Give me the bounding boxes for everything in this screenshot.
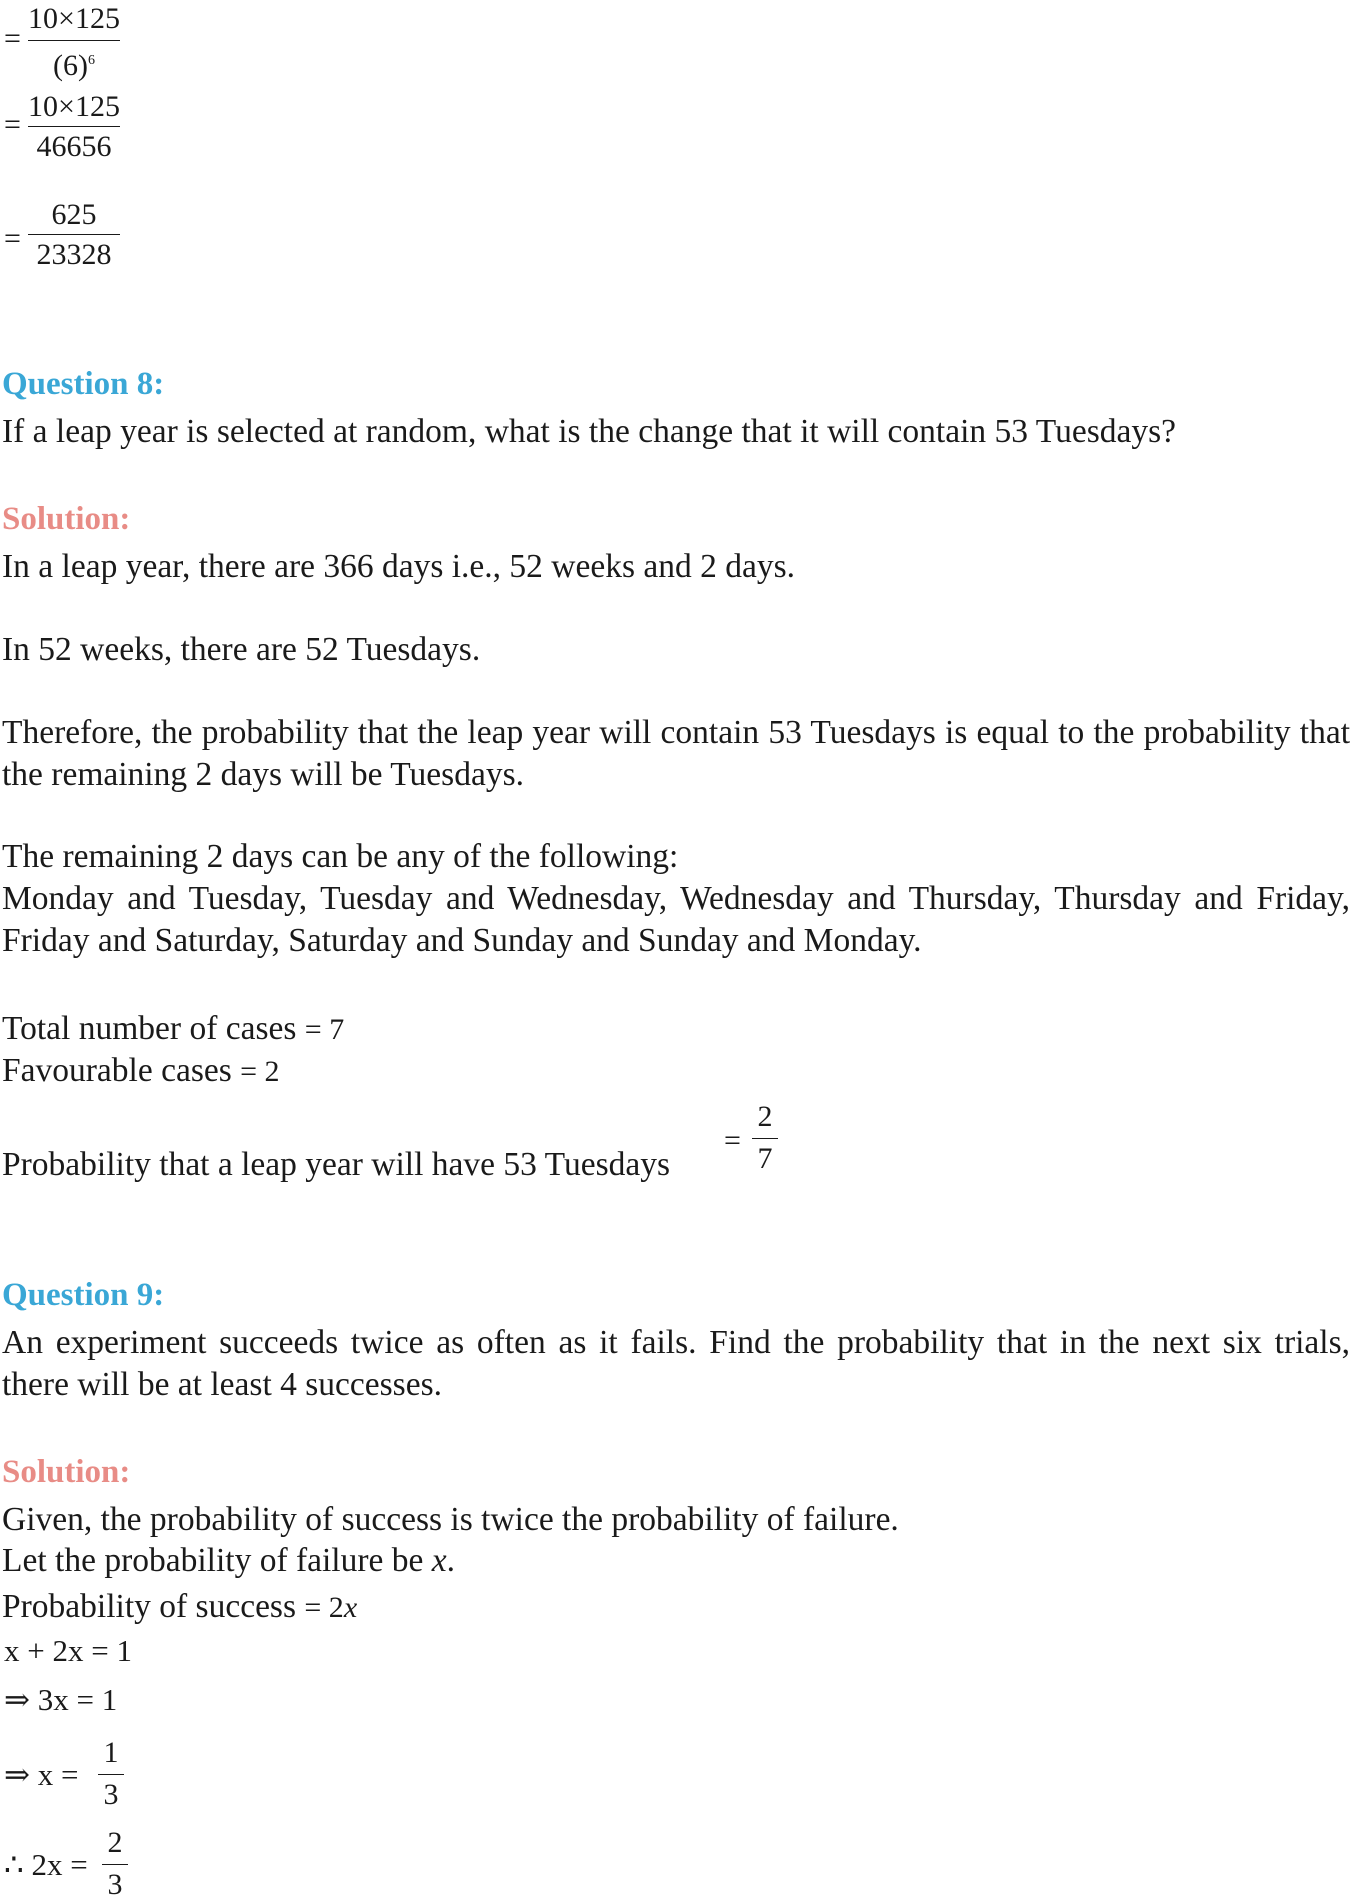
question-8-heading: Question 8:: [2, 366, 165, 402]
variable-x: x: [343, 1591, 358, 1624]
fraction: [28, 0, 120, 90]
denominator: 7: [757, 1142, 773, 1175]
equation-4-fraction: [102, 1824, 128, 1900]
fraction: [28, 196, 120, 276]
solution-8-heading: Solution:: [2, 501, 131, 537]
probability-fraction: [752, 1098, 778, 1180]
total-cases-value: = 7: [304, 1013, 345, 1046]
favourable-cases-value: = 2: [240, 1055, 280, 1088]
equals-sign: =: [4, 108, 21, 141]
equation-2: ⇒ 3x = 1: [4, 1682, 118, 1717]
equation-4-lhs: ∴ 2x =: [4, 1847, 88, 1882]
equation-3-lhs: ⇒ x =: [4, 1757, 79, 1792]
fraction-bar: [102, 1864, 128, 1865]
favourable-cases-line: [2, 1050, 280, 1093]
numerator: 1: [103, 1736, 119, 1769]
fraction-bar: [28, 126, 120, 127]
question-9-heading: Question 9:: [2, 1277, 165, 1313]
denominator: 46656: [36, 130, 112, 163]
fraction: [28, 88, 120, 168]
numerator: 625: [51, 198, 97, 231]
solution-9-line: Given, the probability of success is twice the probability of failure.: [2, 1501, 899, 1538]
equation-3-fraction: [98, 1734, 124, 1816]
numerator: 10×125: [28, 90, 120, 123]
denominator: 3: [107, 1868, 123, 1901]
solution-8-line: The remaining 2 days can be any of the following:: [2, 838, 679, 875]
fraction-bar: [28, 40, 120, 41]
solution-9-line: Probability of success = 2x: [2, 1588, 358, 1625]
fraction-bar: [98, 1774, 124, 1775]
equals-sign: =: [4, 222, 21, 255]
question-8-text: If a leap year is selected at random, what is the change that it will contain 53 Tuesdays?: [2, 413, 1177, 450]
solution-8-line: In a leap year, there are 366 days i.e., 52 weeks and 2 days.: [2, 548, 796, 585]
numerator: 2: [107, 1826, 123, 1859]
equals-sign: =: [4, 22, 21, 55]
equals-sign: =: [724, 1124, 741, 1157]
fraction-bar: [752, 1138, 778, 1139]
solution-8-line: In 52 weeks, there are 52 Tuesdays.: [2, 631, 481, 668]
solution-8-days-list: Monday and Tuesday, Tuesday and Wednesday, Wednesday and Thursday, Thursday and Friday, Friday and Saturday, Saturday and Sunday and Sunday and Monday.: [2, 880, 1350, 959]
total-cases-line: [2, 1008, 344, 1051]
denominator: $(6)^6$: [53, 49, 95, 82]
total-cases-label: Total number of cases: [2, 1010, 297, 1047]
question-9-text: An experiment succeeds twice as often as it fails. Find the probability that in the next six trials, there will be at least 4 successes.: [2, 1324, 1350, 1403]
solution-9-line: Let the probability of failure be x.: [2, 1542, 456, 1579]
fraction-bar: [28, 234, 120, 235]
solution-8-paragraph: Therefore, the probability that the leap year will contain 53 Tuesdays is equal to the probability that the remaining 2 days will be Tuesdays.: [2, 714, 1350, 793]
equation-1: x + 2x = 1: [4, 1633, 132, 1668]
favourable-cases-label: Favourable cases: [2, 1052, 232, 1089]
probability-statement: Probability that a leap year will have 53 Tuesdays: [2, 1146, 671, 1183]
denominator: 23328: [36, 238, 112, 271]
solution-9-heading: Solution:: [2, 1454, 131, 1490]
numerator: 2: [757, 1100, 773, 1133]
numerator: 10×125: [28, 2, 120, 35]
variable-x: x: [431, 1542, 447, 1579]
denominator: 3: [103, 1778, 119, 1811]
